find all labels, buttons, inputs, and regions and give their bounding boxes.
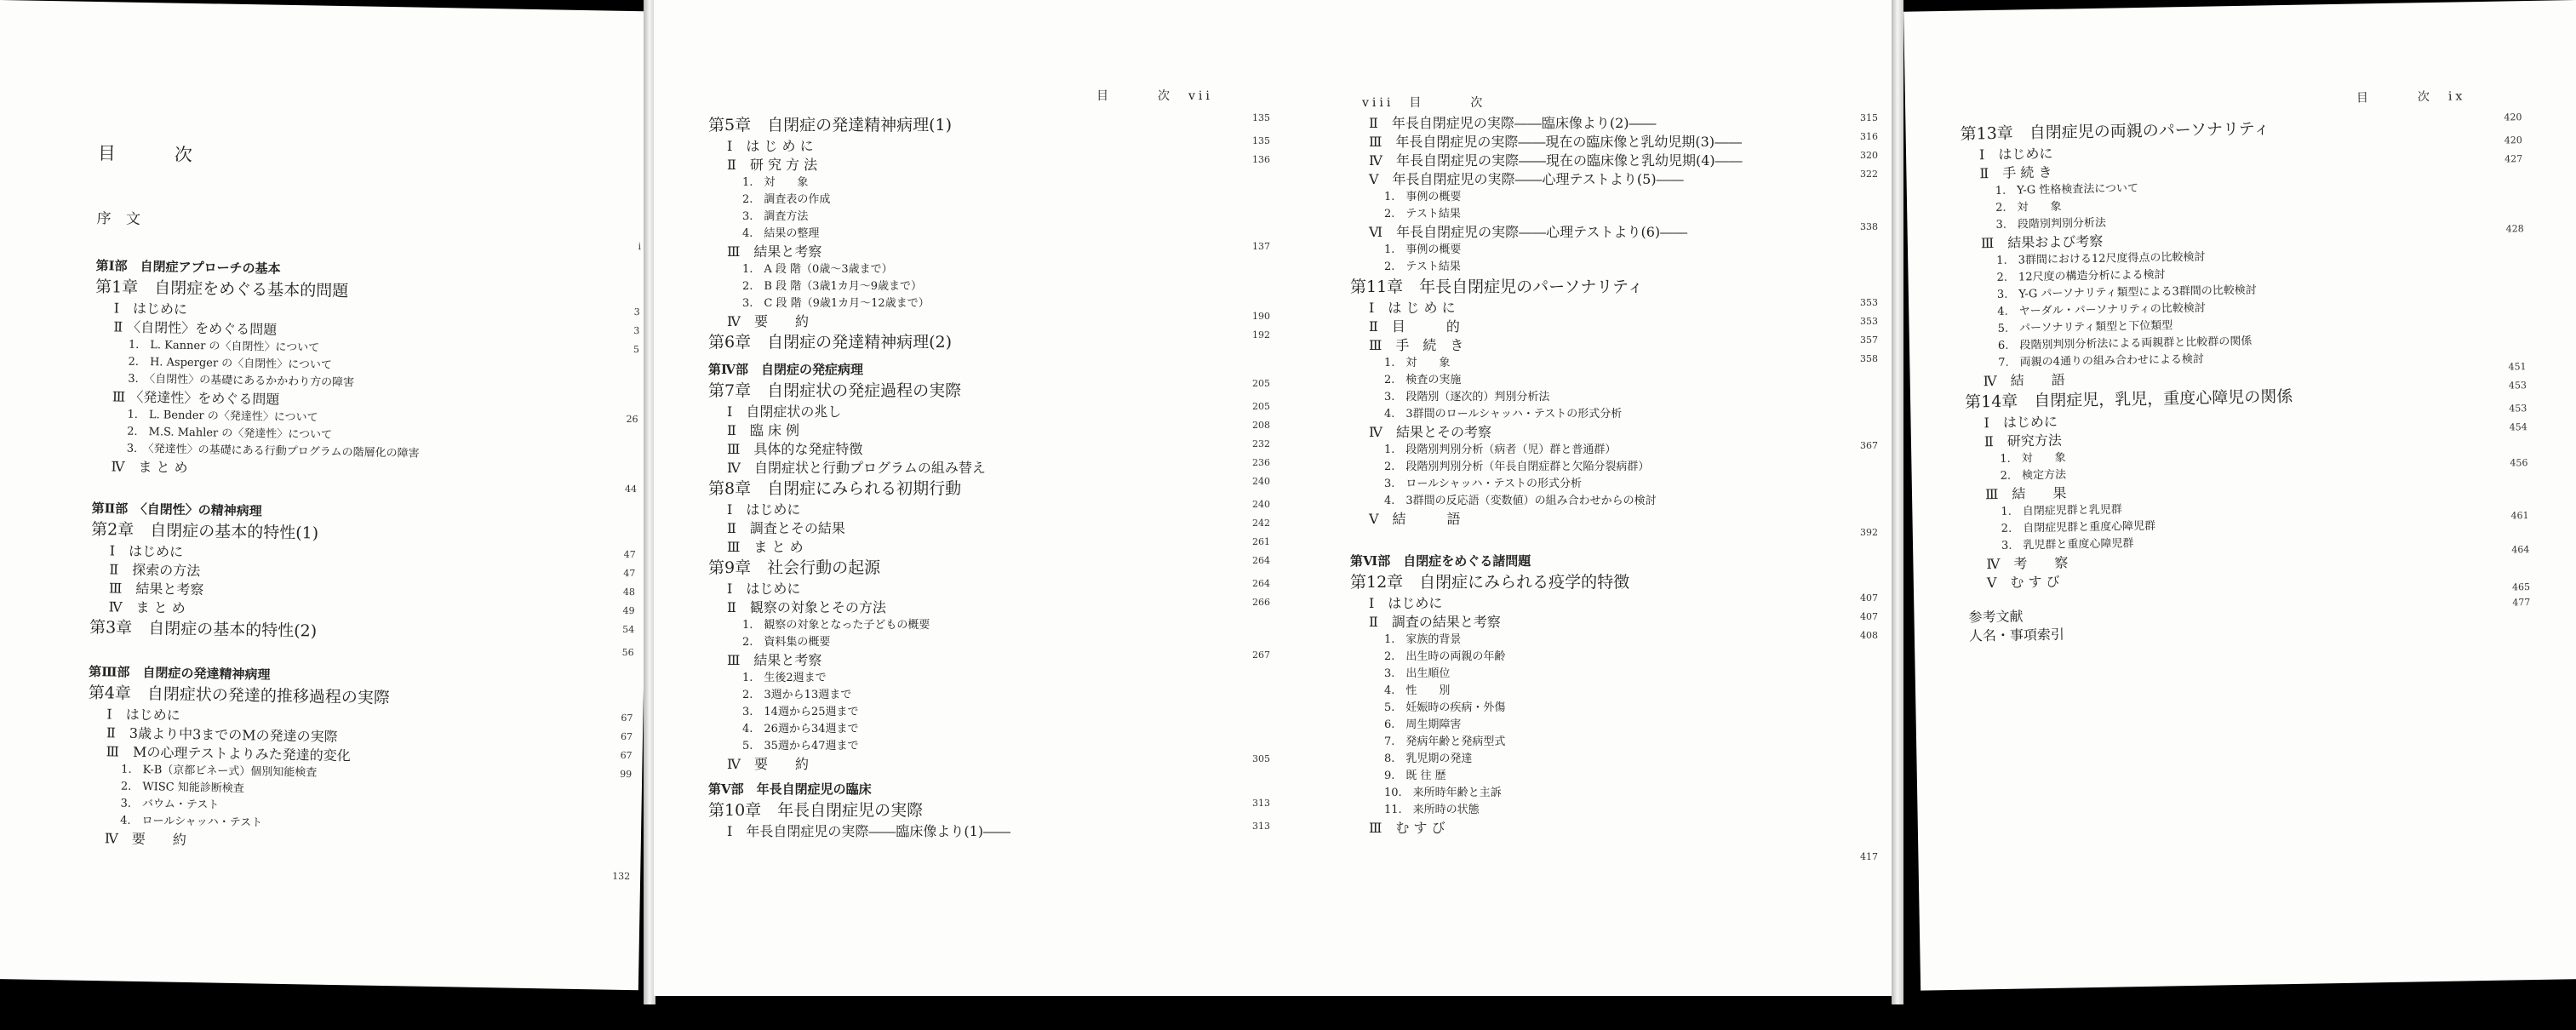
toc-entry-text: 2. 検査の実施	[1384, 374, 1462, 386]
toc-entry-text: 第4章 自閉症状の発達的推移過程の実際	[88, 683, 391, 708]
toc-page-number: 135	[1252, 112, 1270, 123]
toc-page-number: 3	[633, 306, 640, 318]
toc-entry	[1350, 715, 1861, 732]
toc-entry-text: 3. 出生順位	[1384, 667, 1451, 680]
toc-entry-text: Ⅱ 探索の方法	[109, 561, 201, 580]
toc-entry	[708, 536, 1270, 555]
toc-entry-text: Ⅲ 〈発達性〉をめぐる問題	[112, 388, 280, 408]
toc-entry-text: Ⅳ 自閉症状と行動プログラムの組み替え	[727, 460, 986, 476]
toc-entry-text: Ⅰ 年長自閉症児の実際――臨床像より(1)――	[727, 823, 1010, 839]
toc-page-number: 67	[620, 730, 633, 743]
toc-entry-text: Ⅳ 考 察	[1986, 554, 2069, 573]
toc-entry-text: 1. 事例の概要	[1384, 191, 1462, 203]
toc-page-number: 205	[1252, 378, 1270, 389]
toc-entry-text: Ⅳ 要 約	[104, 830, 186, 848]
toc-entry	[1350, 457, 1861, 474]
toc-page-number: 407	[1860, 592, 1878, 604]
toc-page-number: 322	[1860, 169, 1878, 180]
toc-entry	[708, 135, 1270, 154]
toc-entry	[708, 518, 1270, 536]
toc-page-number: 3	[633, 325, 640, 337]
toc-entry-text: Ⅱ 年長自閉症児の実際――臨床像より(2)――	[1369, 115, 1657, 131]
toc-entry-text: 2. B 段 階（3歳1カ月～9歳まで）	[742, 280, 923, 293]
toc-page-left	[0, 0, 655, 990]
toc-entry-text: Ⅰ はじめに	[1369, 595, 1443, 611]
toc-part-heading	[1350, 544, 1861, 569]
toc-page-number: 232	[1252, 438, 1270, 449]
toc-entry	[708, 685, 1270, 702]
toc-chapter	[1350, 569, 1861, 592]
toc-entry	[708, 207, 1270, 224]
toc-page-number: 305	[1252, 753, 1270, 764]
toc-entry-text: 3. 段階別判別分析法	[1995, 216, 2107, 232]
toc-entry	[1350, 131, 1878, 150]
toc-page-number: 56	[621, 646, 634, 659]
toc-list	[708, 112, 1270, 839]
toc-page-number: 464	[2511, 544, 2530, 556]
toc-entry	[708, 401, 1270, 420]
toc-page-number: 358	[1860, 353, 1878, 364]
toc-entry-text: Ⅳ 要 約	[727, 313, 809, 329]
toc-entry-text: 第Ⅵ部 自閉症をめぐる諸問題	[1350, 553, 1531, 569]
toc-entry-text: 2. テスト結果	[1384, 260, 1461, 273]
toc-page-number: 242	[1252, 518, 1270, 529]
toc-entry	[708, 668, 1270, 685]
toc-page-number: 48	[622, 586, 636, 598]
toc-page-number: 236	[1252, 457, 1270, 468]
toc-page-vii	[654, 0, 1326, 996]
toc-entry-text: 第14章 自閉症児，乳児，重度心障児の関係	[1964, 386, 2293, 412]
toc-entry-text: 2. テスト結果	[1384, 208, 1461, 220]
toc-entry-text: 第Ⅳ部 自閉症の発症病理	[708, 362, 864, 377]
toc-entry-text: 1. 3群間における12尺度得点の比較検討	[1996, 250, 2206, 267]
toc-entry-text: 1. 観察の対象となった子どもの概要	[742, 619, 930, 632]
toc-entry-text: Ⅲ 具体的な発症特徴	[727, 441, 863, 457]
toc-page-number: 313	[1252, 821, 1270, 832]
toc-entry	[1350, 297, 1878, 316]
toc-entry-text: 第3章 自閉症の基本的特性(2)	[89, 617, 318, 641]
toc-entry-text: 第Ⅲ部 自閉症の発達精神病理	[89, 663, 271, 683]
toc-entry	[1350, 204, 1861, 221]
toc-entry	[708, 190, 1270, 207]
toc-entry-text: 4. 3群間のロールシャッハ・テストの形式分析	[1384, 408, 1623, 421]
toc-page-number: 240	[1252, 476, 1270, 487]
toc-entry-text: Ⅴ 結 語	[1369, 511, 1461, 527]
toc-page-number: 313	[1252, 798, 1270, 809]
toc-part-heading	[708, 772, 1270, 798]
toc-entry	[708, 457, 1270, 476]
toc-page-number: 454	[2509, 421, 2527, 433]
toc-entry-text: 1. 対 象	[1384, 357, 1451, 369]
toc-entry-text: Ⅰ はじめに	[1984, 413, 2058, 432]
toc-entry-text: 序 文	[96, 210, 146, 229]
toc-entry	[1350, 681, 1861, 698]
toc-entry-text: 5. 妊娠時の疾病・外傷	[1384, 701, 1506, 714]
toc-page-number: 420	[2504, 112, 2522, 123]
toc-entry-text: 1. 対 象	[742, 176, 809, 189]
toc-entry	[1350, 491, 1861, 508]
toc-entry-text: 2. M.S. Mahler の〈発達性〉について	[127, 425, 333, 442]
toc-page-number: 99	[620, 768, 633, 781]
toc-entry	[1350, 335, 1878, 353]
toc-entry-text: 11. 来所時の状態	[1384, 804, 1480, 816]
page-header: viii 目 次	[1362, 96, 1486, 110]
toc-page-number: 417	[1860, 851, 1878, 862]
toc-page-number: 205	[1252, 401, 1270, 412]
toc-entry	[708, 578, 1270, 597]
toc-entry-text: 人名・事項索引	[1968, 626, 2065, 644]
toc-page-number: 264	[1252, 578, 1270, 589]
toc-page-number: i	[638, 241, 642, 253]
toc-entry-text: Ⅱ 〈自閉性〉をめぐる問題	[113, 318, 278, 338]
toc-entry	[708, 260, 1270, 277]
toc-list	[85, 140, 642, 887]
toc-entry-text: 7. 発病年齢と発病型式	[1384, 735, 1506, 748]
toc-entry	[708, 821, 1270, 839]
toc-page-number: 353	[1860, 316, 1878, 327]
toc-entry-text: 2. 3週から13週まで	[742, 689, 852, 701]
toc-page-number: 427	[2504, 153, 2523, 165]
toc-entry-text: Ⅱ 調査とその結果	[727, 520, 845, 536]
toc-entry-text: Ⅰ はじめに	[106, 706, 180, 724]
toc-page-ix	[1903, 0, 2576, 991]
toc-page-number: 264	[1252, 555, 1270, 566]
toc-entry	[1350, 316, 1878, 335]
toc-page-viii	[1326, 0, 1903, 996]
toc-entry-text: 第7章 自閉症状の発症過程の実際	[708, 381, 962, 400]
toc-entry-text: Ⅲ む す び	[1369, 820, 1445, 836]
toc-entry	[1350, 664, 1861, 681]
toc-entry	[708, 241, 1270, 260]
toc-entry-text: 第Ⅴ部 年長自閉症児の臨床	[708, 781, 872, 797]
toc-entry-text: Ⅰ 自閉症状の兆し	[727, 403, 842, 420]
toc-entry-text: 3. バウム・テスト	[120, 797, 220, 812]
toc-entry-text: Ⅱ 調査の結果と考察	[1369, 614, 1501, 630]
page-header: 目 次 ix	[2356, 89, 2466, 106]
toc-entry-text: Ⅱ 3歳より中3までのMの発達の実際	[106, 724, 338, 746]
toc-entry	[1350, 440, 1878, 457]
toc-entry	[708, 702, 1270, 719]
toc-entry-text: 1. K-B（京都ビネー式）個別知能検査	[121, 763, 318, 780]
toc-entry-text: 3. 乳児群と重度心障児群	[2001, 537, 2134, 552]
toc-entry-text: 2. 12尺度の構造分析による検討	[1996, 268, 2166, 284]
toc-entry	[1350, 698, 1861, 715]
toc-page-number: 261	[1252, 536, 1270, 547]
toc-entry-text: Ⅲ 手 続 き	[1369, 337, 1464, 353]
toc-entry-text: Ⅱ 観察の対象とその方法	[727, 599, 886, 615]
toc-page-number: 477	[2512, 597, 2531, 609]
toc-entry-text: 第8章 自閉症にみられる初期行動	[708, 479, 962, 498]
toc-chapter	[708, 112, 1270, 135]
toc-entry	[1350, 836, 1861, 851]
toc-entry	[1350, 851, 1878, 868]
toc-entry	[708, 154, 1270, 173]
toc-page-number: 136	[1252, 154, 1270, 165]
toc-page-number: 465	[2511, 581, 2531, 593]
toc-entry-text: 2. 段階別判別分析（年長自閉症群と欠陥分裂病群）	[1384, 461, 1650, 473]
toc-entry-text: 7. 両親の4通りの組み合わせによる検討	[1998, 352, 2205, 369]
toc-entry-text: 6. 段階別判別分析法による両親群と比較群の関係	[1997, 335, 2253, 352]
toc-entry-text: Ⅳ 要 約	[727, 756, 809, 772]
toc-entry	[1350, 353, 1878, 370]
toc-page-number: 392	[1860, 527, 1878, 538]
toc-page-number: 353	[1860, 297, 1878, 308]
toc-chapter	[708, 378, 1270, 401]
toc-entry-text: 2. 資料集の概要	[742, 636, 831, 649]
toc-entry-text: Ⅲ 結果と考察	[108, 580, 204, 598]
toc-entry-text: 5. パーソナリティ類型と下位類型	[1997, 319, 2173, 335]
toc-entry-text: 1. 生後2週まで	[742, 672, 827, 684]
toc-entry-text: 第13章 自閉症児の両親のパーソナリティ	[1960, 119, 2270, 144]
toc-entry	[1350, 508, 1861, 527]
toc-entry-text: Ⅳ 年長自閉症児の実際――現在の臨床像と乳幼児期(4)――	[1369, 152, 1743, 169]
toc-entry	[708, 597, 1270, 615]
toc-page-number: 192	[1252, 329, 1270, 340]
toc-entry	[1350, 800, 1861, 817]
toc-entry-text: Ⅲ 年長自閉症児の実際――現在の臨床像と乳幼児期(3)――	[1369, 134, 1743, 150]
toc-entry	[1350, 630, 1878, 647]
toc-entry	[1350, 647, 1861, 664]
toc-entry-text: 2. 調査表の作成	[742, 193, 831, 206]
toc-entry-text: 5. 35週から47週まで	[742, 740, 859, 752]
toc-entry-text: Ⅴ 年長自閉症児の実際――心理テストより(5)――	[1369, 171, 1684, 187]
toc-entry-text: 1. 自閉症児群と乳児群	[2001, 503, 2122, 518]
toc-entry-text: Ⅴ む す び	[1986, 573, 2060, 592]
toc-entry-text: 4. 3群間の反応語（変数値）の組み合わせからの検討	[1384, 495, 1657, 507]
toc-entry	[1350, 112, 1878, 131]
toc-entry-text: 4. ヤーダル・パーソナリティの比較検討	[1997, 301, 2206, 318]
toc-page-number: 47	[623, 548, 636, 561]
toc-entry-text: 第11章 年長自閉症児のパーソナリティ	[1350, 278, 1644, 296]
toc-entry	[1350, 817, 1861, 836]
book-gutter	[1892, 0, 1903, 1004]
toc-entry	[1350, 240, 1861, 257]
toc-entry-text: 3. ロールシャッハ・テストの形式分析	[1384, 478, 1583, 490]
toc-entry-text: 4. 結果の整理	[742, 227, 820, 240]
toc-entry	[708, 311, 1270, 329]
toc-entry-text: Ⅲ 結 果	[1984, 484, 2067, 503]
toc-entry	[708, 649, 1270, 668]
toc-entry-text: 2. 自閉症児群と重度心障児群	[2001, 519, 2156, 535]
toc-entry-text: Ⅰ はじめに	[727, 501, 801, 518]
toc-page-number: 54	[622, 623, 635, 636]
toc-page-number: 338	[1860, 221, 1878, 232]
toc-page-number: 240	[1252, 499, 1270, 510]
toc-entry-text: Ⅱ 手 続 き	[1979, 163, 2052, 182]
toc-entry-text: 1. 事例の概要	[1384, 243, 1462, 256]
toc-entry-text: Ⅳ ま と め	[111, 458, 188, 476]
toc-entry-text: 1. 段階別判別分析（病者（児）群と普通群）	[1384, 443, 1617, 456]
toc-entry	[708, 632, 1270, 649]
toc-entry	[1350, 783, 1861, 800]
page-header: 目 次 vii	[1096, 89, 1213, 103]
toc-entry-text: 第2章 自閉症の基本的特性(1)	[90, 519, 319, 543]
toc-entry	[708, 438, 1270, 457]
toc-entry-text: 1. L. Bender の〈発達性〉について	[127, 408, 318, 425]
toc-entry-text: 3. 〈自閉性〉の基礎にあるかかわり方の障害	[128, 372, 355, 390]
toc-page-number: 67	[621, 712, 633, 724]
toc-entry-text: 4. ロールシャッハ・テスト	[120, 814, 263, 830]
toc-entry	[708, 277, 1270, 294]
toc-entry-text: 3. 調査方法	[742, 210, 809, 223]
toc-entry-text: 第12章 自閉症にみられる疫学的特徴	[1350, 573, 1630, 592]
toc-page-number: 453	[2509, 403, 2527, 415]
toc-entry-text: Ⅱ 目 的	[1369, 318, 1460, 335]
toc-entry-text: 10. 来所時年齢と主訴	[1384, 787, 1502, 799]
toc-entry-text: 2. 出生時の両親の年齢	[1384, 650, 1506, 663]
toc-entry-text: 1. L. Kanner の〈自閉性〉について	[128, 338, 320, 355]
toc-entry-text: 第5章 自閉症の発達精神病理(1)	[708, 116, 953, 134]
toc-entry	[1350, 221, 1878, 240]
toc-entry	[1350, 150, 1878, 169]
toc-page-number: 428	[2505, 223, 2524, 235]
toc-page-number: 190	[1252, 311, 1270, 322]
toc-page-number: 266	[1252, 597, 1270, 608]
toc-entry-text: 1. 家族的背景	[1384, 633, 1462, 646]
toc-entry-text: 3. C 段 階（9歳1カ月～12歳まで）	[742, 297, 930, 310]
toc-entry-text: 1. Y-G 性格検査法について	[1995, 182, 2139, 197]
toc-page-number: 367	[1860, 440, 1878, 451]
toc-page-number: 49	[622, 604, 635, 617]
toc-page-number: 357	[1860, 335, 1878, 346]
toc-entry-text: 2. WISC 知能診断検査	[120, 780, 244, 796]
toc-entry	[1350, 766, 1861, 783]
toc-entry-text: 3. 14週から25週まで	[742, 706, 859, 718]
toc-entry-text: Ⅰ はじめに	[727, 581, 801, 597]
toc-entry-text: 4. 26週から34週まで	[742, 723, 859, 735]
toc-chapter	[708, 555, 1270, 578]
toc-entry-text: Ⅱ 臨 床 例	[727, 422, 800, 438]
toc-chapter	[708, 476, 1270, 499]
toc-entry	[708, 736, 1270, 753]
toc-entry-text: 第10章 年長自閉症児の実際	[708, 801, 924, 820]
toc-entry-text: 第1章 自閉症をめぐる基本的問題	[94, 278, 349, 301]
toc-entry-text: 4. 性 別	[1384, 684, 1451, 697]
toc-entry	[708, 753, 1270, 772]
toc-entry-text: 3. 〈発達性〉の基礎にある行動プログラムの階層化の障害	[126, 442, 420, 461]
toc-entry-text: 2. H. Asperger の〈自閉性〉について	[128, 355, 333, 372]
toc-list	[1350, 112, 1878, 868]
toc-chapter	[1350, 274, 1861, 297]
toc-page-number: 461	[2510, 510, 2529, 522]
toc-entry-text: 6. 周生期障害	[1384, 718, 1462, 731]
toc-entry-text: Ⅰ は じ め に	[1369, 300, 1456, 316]
toc-entry	[708, 719, 1270, 736]
toc-entry-text: Ⅰ はじめに	[109, 542, 184, 560]
toc-page-number: 26	[626, 413, 638, 426]
toc-entry-text: 目 次	[97, 143, 214, 166]
toc-entry-text: Ⅲ Mの心理テストよりみた発達的変化	[106, 743, 351, 764]
toc-entry-text: Ⅰ はじめに	[113, 300, 188, 318]
toc-entry	[1350, 527, 1878, 544]
toc-entry	[708, 420, 1270, 438]
toc-entry-text: Ⅳ 結果とその考察	[1369, 424, 1491, 440]
toc-page-number: 67	[620, 749, 633, 762]
toc-entry-text: 3. 段階別（逐次的）判別分析法	[1384, 391, 1550, 403]
toc-page-number: 320	[1860, 150, 1878, 161]
toc-page-number: 316	[1860, 131, 1878, 142]
toc-entry	[1350, 732, 1861, 749]
toc-entry-text: Ⅲ ま と め	[727, 539, 804, 555]
toc-entry-text: 8. 乳児期の発達	[1384, 752, 1473, 765]
toc-entry-text: Ⅱ 研 究 方 法	[727, 157, 818, 173]
toc-entry	[1350, 749, 1861, 766]
toc-entry-text: Ⅳ ま と め	[108, 598, 186, 616]
toc-entry-text: Ⅵ 年長自閉症児の実際――心理テストより(6)――	[1369, 224, 1688, 240]
toc-page-number: 132	[612, 870, 631, 883]
toc-page-number: 407	[1860, 611, 1878, 622]
toc-page-number: 135	[1252, 135, 1270, 146]
toc-entry	[1350, 592, 1878, 611]
toc-page-number: 5	[633, 344, 640, 356]
toc-entry-text: Ⅲ 結果と考察	[727, 652, 822, 668]
toc-chapter	[708, 329, 1270, 352]
toc-entry-text: Ⅳ 結 語	[1983, 371, 2065, 390]
toc-entry	[1350, 404, 1861, 421]
toc-entry-text: 参考文献	[1968, 608, 2024, 626]
toc-entry-text: 第Ⅱ部 〈自閉性〉の精神病理	[91, 500, 262, 519]
toc-entry-text: 1. 対 象	[2000, 451, 2066, 466]
toc-entry-text: 2. 検定方法	[2000, 468, 2067, 483]
toc-entry-text: 第6章 自閉症の発達精神病理(2)	[708, 333, 953, 352]
toc-page-number: 451	[2508, 361, 2527, 373]
toc-entry-text: Ⅰ はじめに	[1978, 145, 2053, 163]
toc-entry-text: 9. 既 往 歴	[1384, 770, 1446, 782]
toc-entry	[708, 499, 1270, 518]
toc-entry	[1350, 187, 1861, 204]
toc-entry	[1350, 474, 1861, 491]
toc-page-number: 315	[1860, 112, 1878, 123]
toc-entry	[1350, 421, 1861, 440]
toc-entry	[708, 294, 1270, 311]
toc-entry	[1350, 611, 1878, 630]
toc-entry	[1350, 370, 1861, 387]
toc-entry-text: 2. 対 象	[1995, 200, 2062, 215]
toc-entry	[1350, 169, 1878, 187]
toc-entry-text: Ⅰ は じ め に	[727, 138, 814, 154]
toc-page-number: 47	[623, 567, 636, 580]
toc-entry	[708, 224, 1270, 241]
toc-page-number: 408	[1860, 630, 1878, 641]
toc-chapter	[708, 798, 1270, 821]
toc-title	[97, 140, 609, 199]
toc-entry-text: Ⅱ 研究方法	[1984, 432, 2062, 450]
toc-entry-text: Ⅲ 結果と考察	[727, 243, 822, 260]
toc-entry	[708, 615, 1270, 632]
toc-part-heading	[708, 352, 1270, 378]
toc-entry-text: 第9章 社会行動の起源	[708, 558, 881, 577]
toc-entry	[1350, 387, 1861, 404]
toc-entry-text: 第Ⅰ部 自閉症アプローチの基本	[95, 258, 281, 277]
toc-entry-text: 3. Y-G パーソナリティ類型による3群間の比較検討	[1996, 283, 2257, 301]
toc-list	[1960, 112, 2531, 644]
toc-page-number: 137	[1252, 241, 1270, 252]
toc-page-number: 456	[2510, 457, 2528, 469]
toc-page-number: 267	[1252, 649, 1270, 661]
toc-page-number: 420	[2504, 134, 2522, 146]
toc-page-number: 453	[2508, 380, 2527, 392]
toc-page-number: 44	[624, 483, 638, 495]
toc-page-number: 208	[1252, 420, 1270, 431]
toc-entry-text: 1. A 段 階（0歳～3歳まで）	[742, 263, 893, 276]
toc-entry-text: Ⅲ 結果および考察	[1980, 232, 2104, 252]
toc-entry	[1350, 257, 1861, 274]
toc-entry	[708, 173, 1270, 190]
